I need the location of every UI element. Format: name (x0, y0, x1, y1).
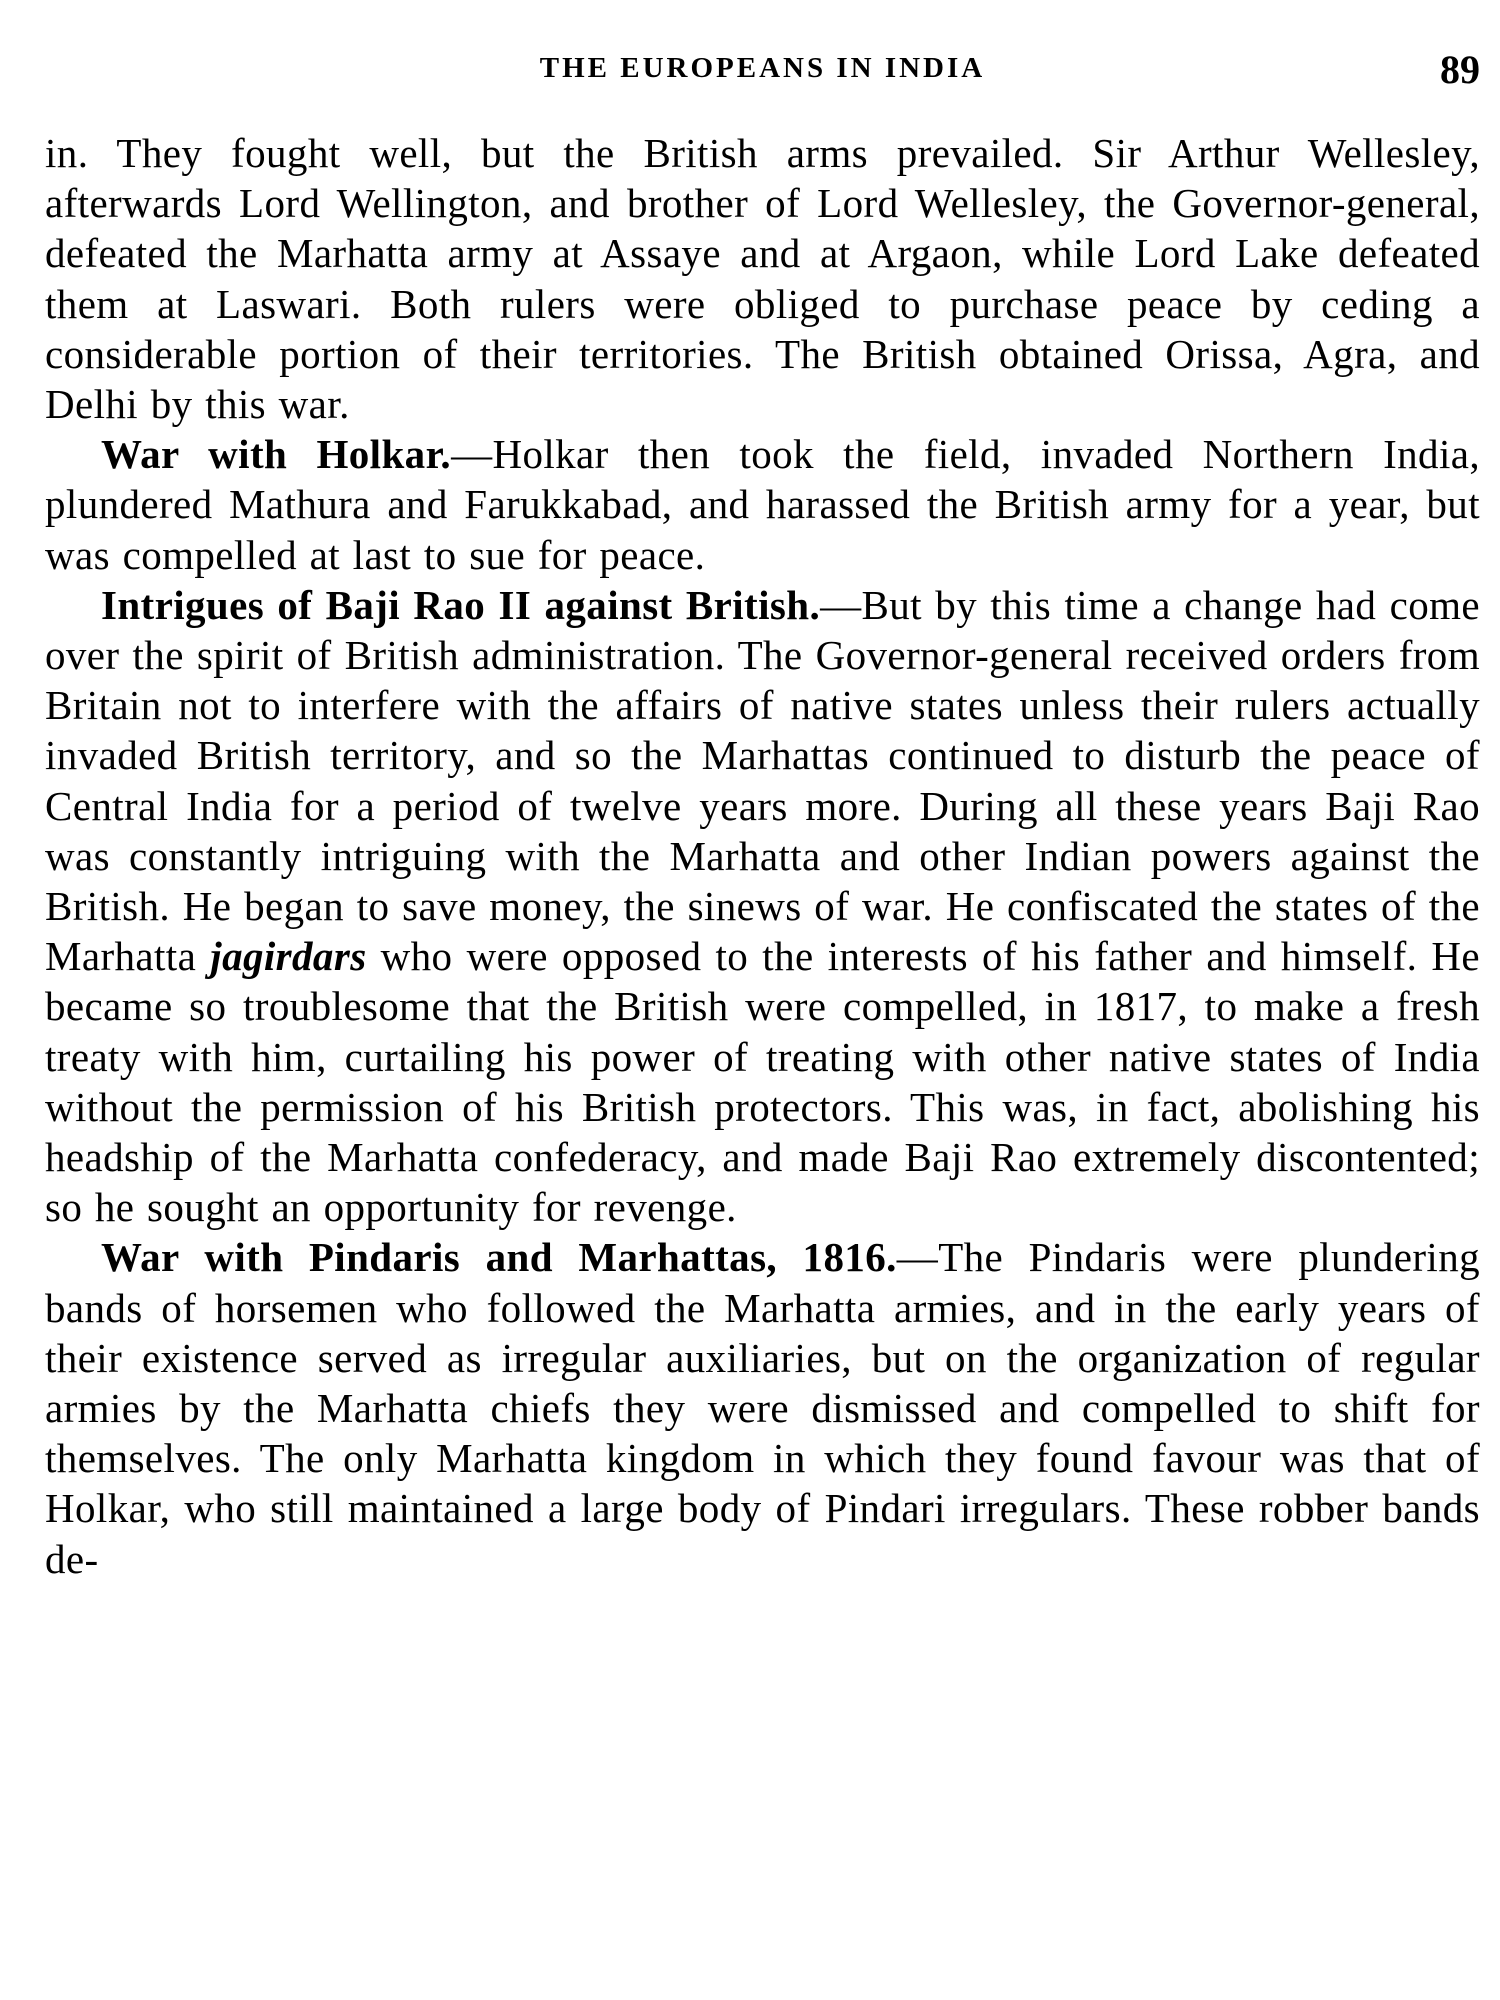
paragraph-text: —Holkar then took the field, invaded Northern India, plundered Mathura and Farukkabad, and harassed the British army for a year, but was compelled at last to sue for peace. (45, 431, 1481, 578)
section-heading: War with Holkar. (101, 431, 452, 478)
paragraph-text: —The Pindaris were plundering bands of horsemen who followed the Marhatta armies, and in the early years of their existence served as irregular auxiliaries, but on the organization of regular armies by the Marhatta chiefs they were dismissed and compelled to shift for themselves. The only Marhatta kingdom in which they found favour was that of Holkar, who still maintained a large body of Pindari irregulars. These robber bands de- (45, 1234, 1480, 1582)
paragraph-war-with-pindaris (45, 1232, 1480, 1583)
paragraph-intrigues-of-baji-rao (45, 580, 1480, 1233)
section-heading: Intrigues of Baji Rao II against British. (101, 581, 821, 628)
paragraph-text: —But by this time a change had come over the spirit of British administration. The Governor-general received orders from Britain not to interfere with the affairs of native states unless their rulers actually invaded British territory, and so the Marhattas continued to disturb the peace of Central India for a period of twelve years more. During all these years Baji Rao was constantly intriguing with the Marhatta and other Indian powers against the British. He began to save money, the sinews of war. He confiscated the states of the Marhatta (45, 581, 1480, 980)
italic-term: jagirdars (210, 933, 367, 980)
page-number: 89 (1440, 47, 1480, 92)
section-heading: War with Pindaris and Marhattas, 1816. (101, 1234, 897, 1281)
paragraph-war-with-holkar (45, 429, 1480, 580)
page-header (45, 47, 1480, 102)
paragraph-continuation (45, 128, 1480, 429)
paragraph-text: who were opposed to the interests of his father and himself. He became so troublesome that the British were compelled, in 1817, to make a fresh treaty with him, curtailing his power of treating with other native states of India without the permission of his British protectors. This was, in fact, abolishing his headship of the Marhatta confederacy, and made Baji Rao extremely discontented; so he sought an opportunity for revenge. (45, 933, 1480, 1231)
paragraph-text: in. They fought well, but the British arms prevailed. Sir Arthur Wellesley, afterwards Lord Wellington, and brother of Lord Wellesley, the Governor-general, defeated the Marhatta army at Assaye and at Argaon, while Lord Lake defeated them at Laswari. Both rulers were obliged to purchase peace by ceding a considerable portion of their territories. The British obtained Orissa, Agra, and Delhi by this war. (45, 130, 1480, 428)
page-body (45, 128, 1480, 1584)
running-title: THE EUROPEANS IN INDIA (539, 52, 986, 84)
